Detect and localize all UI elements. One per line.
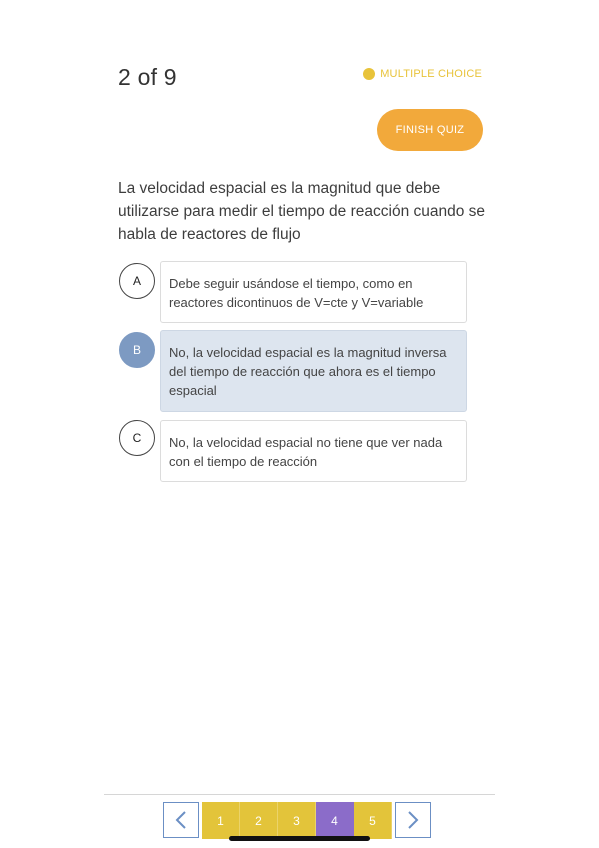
option-letter-c[interactable]: C — [119, 420, 155, 456]
option-text-b[interactable]: No, la velocidad espacial es la magnitud inversa del tiempo de reacción que ahora es el tiempo espacial — [160, 330, 467, 412]
option-text-a[interactable]: Debe seguir usándose el tiempo, como en reactores dicontinuos de V=cte y V=variable — [160, 261, 467, 323]
home-indicator — [229, 836, 370, 841]
prev-page-button[interactable] — [163, 802, 199, 838]
question-type-dot-icon — [363, 68, 375, 80]
page-button-5[interactable]: 5 — [354, 802, 392, 839]
page-button-1[interactable]: 1 — [202, 802, 240, 839]
option-text-c[interactable]: No, la velocidad espacial no tiene que ver nada con el tiempo de reacción — [160, 420, 467, 482]
option-letter-a[interactable]: A — [119, 263, 155, 299]
question-pager — [163, 802, 431, 839]
question-text: La velocidad espacial es la magnitud que debe utilizarse para medir el tiempo de reacción cuando se habla de reactores de flujo — [118, 180, 486, 243]
page-button-2[interactable]: 2 — [240, 802, 278, 839]
finish-quiz-button[interactable]: FINISH QUIZ — [377, 109, 483, 151]
page-button-3[interactable]: 3 — [278, 802, 316, 839]
pager-divider — [104, 794, 495, 795]
page-button-4[interactable]: 4 — [316, 802, 354, 839]
chevron-right-icon — [406, 810, 420, 830]
question-type-label: MULTIPLE CHOICE — [380, 68, 482, 80]
question-progress: 2 of 9 — [118, 64, 177, 90]
next-page-button[interactable] — [395, 802, 431, 838]
question-type-badge — [363, 68, 482, 80]
option-letter-b[interactable]: B — [119, 332, 155, 368]
chevron-left-icon — [174, 810, 188, 830]
